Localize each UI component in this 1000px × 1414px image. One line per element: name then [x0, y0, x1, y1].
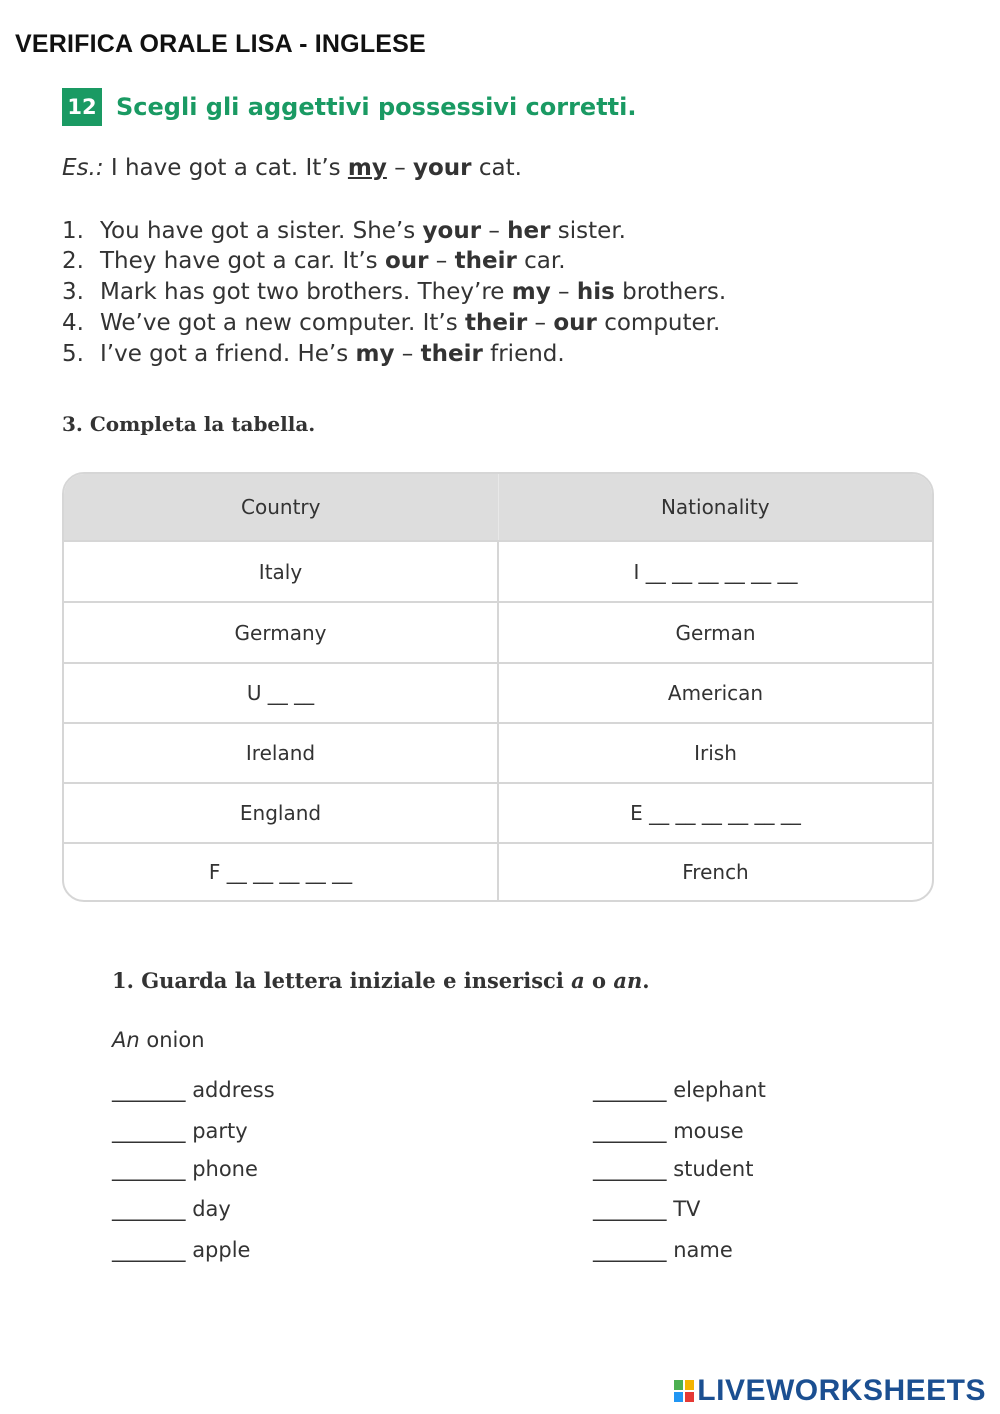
article-item [112, 1238, 250, 1262]
title-a: a [571, 968, 585, 993]
item-number: 1. [62, 218, 84, 244]
noun-word: apple [192, 1238, 251, 1262]
exercise-item [62, 341, 565, 367]
item-text: brothers. [614, 279, 727, 305]
example-label: Es.: [62, 155, 104, 181]
header-nationality: Nationality [498, 474, 933, 540]
answer-blank[interactable]: _______ [593, 1197, 667, 1221]
item-text: I’ve got a friend. He’s [100, 341, 356, 367]
answer-blank[interactable]: _______ [112, 1238, 186, 1262]
option-2: their [420, 341, 483, 367]
item-number: 3. [62, 279, 84, 305]
item-text: They have got a car. It’s [100, 248, 385, 274]
nationality-cell: Irish [497, 724, 932, 782]
dash: – [481, 218, 508, 244]
option-1: your [422, 218, 482, 244]
noun-word: mouse [673, 1119, 744, 1143]
option-1: our [384, 248, 429, 274]
logo-square [685, 1392, 694, 1402]
option-1: their [465, 310, 528, 336]
item-text: Mark has got two brothers. They’re [100, 279, 512, 305]
exercise-item [62, 218, 626, 244]
noun-word: name [673, 1238, 733, 1262]
example-text: cat. [471, 155, 522, 181]
example-option: your [413, 155, 472, 181]
answer-blank[interactable]: _______ [112, 1157, 186, 1181]
answer-blank[interactable]: _______ [593, 1119, 667, 1143]
answer-blank[interactable]: _______ [112, 1078, 186, 1102]
liveworksheets-logo-icon [674, 1380, 694, 1402]
article-item [112, 1078, 275, 1102]
answer-blank[interactable]: _______ [593, 1157, 667, 1181]
dash: – [428, 248, 455, 274]
logo-square [674, 1392, 683, 1402]
nationality-table [62, 472, 934, 902]
option-1: my [511, 279, 551, 305]
table-row [64, 540, 932, 601]
nationality-cell: E __ __ __ __ __ __ [497, 784, 932, 842]
answer-blank[interactable]: _______ [593, 1078, 667, 1102]
table-row [64, 842, 932, 900]
noun-word: TV [673, 1197, 701, 1221]
exercise-3-title: 3. Completa la tabella. [62, 412, 316, 436]
title-text: o [584, 968, 614, 993]
exercise-1-title [112, 968, 650, 993]
table-header-row [64, 474, 932, 540]
exercise-number-badge: 12 [62, 88, 102, 126]
option-2: his [576, 279, 615, 305]
answer-blank[interactable]: _______ [112, 1119, 186, 1143]
option-2: her [507, 218, 551, 244]
table-row [64, 782, 932, 842]
country-cell: F __ __ __ __ __ [208, 860, 353, 884]
dash: – [550, 279, 577, 305]
nationality-cell: I __ __ __ __ __ __ [497, 542, 932, 601]
item-text: You have got a sister. She’s [100, 218, 423, 244]
exercise-item [62, 310, 720, 336]
article-item [593, 1119, 744, 1143]
logo-square [685, 1380, 694, 1390]
document-title: VERIFICA ORALE LISA - INGLESE [15, 30, 426, 58]
item-number: 4. [62, 310, 84, 336]
country-cell: Germany [234, 620, 327, 645]
noun-word: phone [192, 1157, 258, 1181]
answer-blank[interactable]: _______ [112, 1197, 186, 1221]
table-row [64, 662, 932, 722]
answer-blank[interactable]: _______ [593, 1238, 667, 1262]
nationality-cell: French [497, 844, 932, 900]
country-cell: Ireland [245, 741, 316, 765]
example-word: onion [139, 1028, 205, 1052]
logo-square [674, 1380, 683, 1390]
country-cell: Italy [258, 559, 303, 584]
nationality-cell: German [497, 603, 932, 662]
noun-word: address [192, 1078, 275, 1102]
dash: – [394, 341, 421, 367]
article-item [112, 1119, 248, 1143]
noun-word: day [192, 1197, 231, 1221]
title-text: 1. Guarda la lettera iniziale e inserisci [112, 968, 572, 993]
table-row [64, 722, 932, 782]
item-text: friend. [482, 341, 565, 367]
item-text: We’ve got a new computer. It’s [100, 310, 466, 336]
article-example [112, 1028, 205, 1052]
exercise-12-title: Scegli gli aggettivi possessivi corretti. [116, 93, 637, 121]
item-number: 5. [62, 341, 84, 367]
item-number: 2. [62, 248, 84, 274]
option-2: their [454, 248, 517, 274]
exercise-item [62, 279, 726, 305]
item-text: computer. [596, 310, 721, 336]
option-1: my [355, 341, 395, 367]
example-answer: my [347, 155, 387, 181]
noun-word: party [192, 1119, 248, 1143]
example-text: I have got a cat. It’s [103, 155, 348, 181]
header-country: Country [241, 495, 321, 519]
title-an: an [613, 968, 643, 993]
nationality-cell: American [497, 664, 932, 722]
article-item [593, 1238, 733, 1262]
article-item [593, 1078, 766, 1102]
example-sentence [62, 155, 522, 181]
exercise-item [62, 248, 566, 274]
option-2: our [553, 310, 597, 336]
example-article: An [112, 1028, 140, 1052]
noun-word: student [673, 1157, 754, 1181]
item-text: car. [516, 248, 566, 274]
article-item [593, 1157, 753, 1181]
liveworksheets-logo-text: LIVEWORKSHEETS [697, 1374, 986, 1407]
dash: – [527, 310, 554, 336]
article-item [593, 1197, 700, 1221]
title-text: . [642, 968, 650, 993]
country-cell: U __ __ [246, 681, 315, 705]
item-text: sister. [550, 218, 626, 244]
dash: – [386, 155, 414, 181]
liveworksheets-logo [674, 1374, 986, 1408]
table-row [64, 601, 932, 662]
article-item [112, 1197, 231, 1221]
country-cell: England [239, 801, 322, 825]
noun-word: elephant [673, 1078, 766, 1102]
article-item [112, 1157, 258, 1181]
